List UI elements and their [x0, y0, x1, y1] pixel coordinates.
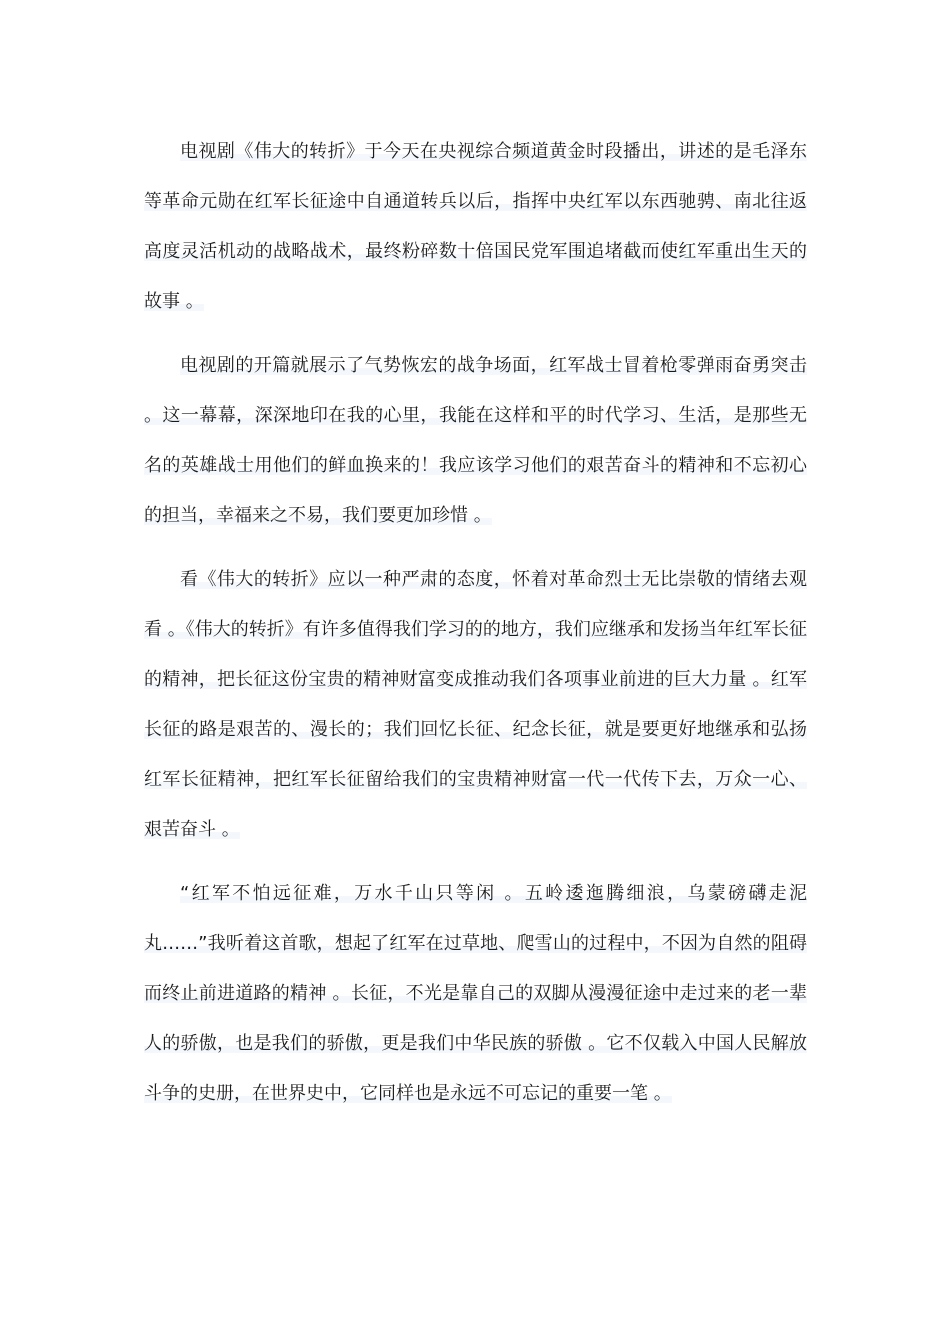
document-body	[144, 127, 807, 1133]
paragraph-4	[144, 869, 807, 1119]
paragraph-1	[144, 127, 807, 327]
paragraph-3-text: 看《伟大的转折》应以一种严肃的态度，怀着对革命烈士无比崇敬的情绪去观看 。《伟大的转折》有许多值得我们学习的的地方，我们应继承和发扬当年红军长征的精神，把长征这份宝贵的精神财富变成推动我们各项事业前进的巨大力量 。红军长征的路是艰苦的、漫长的；我们回忆长征、纪念长征，就是要更好地继承和弘扬红军长征精神，把红军长征留给我们的宝贵精神财富一代一代传下去，万众一心、艰苦奋斗 。	[144, 569, 807, 840]
paragraph-2	[144, 341, 807, 541]
paragraph-4-text: “红军不怕远征难，万水千山只等闲 。五岭逶迤腾细浪，乌蒙磅礴走泥丸……”我听着这首歌，想起了红军在过草地、爬雪山的过程中，不因为自然的阻碍而终止前进道路的精神 。长征，不光是靠自己的双脚从漫漫征途中走过来的老一辈人的骄傲，也是我们的骄傲，更是我们中华民族的骄傲 。它不仅载入中国人民解放斗争的史册，在世界史中，它同样也是永远不可忘记的重要一笔 。	[144, 883, 807, 1104]
paragraph-3	[144, 555, 807, 855]
paragraph-1-text: 电视剧《伟大的转折》于今天在央视综合频道黄金时段播出，讲述的是毛泽东等革命元勋在红军长征途中自通道转兵以后，指挥中央红军以东西驰骋、南北往返高度灵活机动的战略战术，最终粉碎数十倍国民党军围追堵截而使红军重出生天的故事 。	[144, 141, 807, 312]
paragraph-2-text: 电视剧的开篇就展示了气势恢宏的战争场面，红军战士冒着枪零弹雨奋勇突击 。这一幕幕，深深地印在我的心里，我能在这样和平的时代学习、生活，是那些无名的英雄战士用他们的鲜血换来的！我应该学习他们的艰苦奋斗的精神和不忘初心的担当，幸福来之不易，我们要更加珍惜 。	[144, 355, 807, 526]
